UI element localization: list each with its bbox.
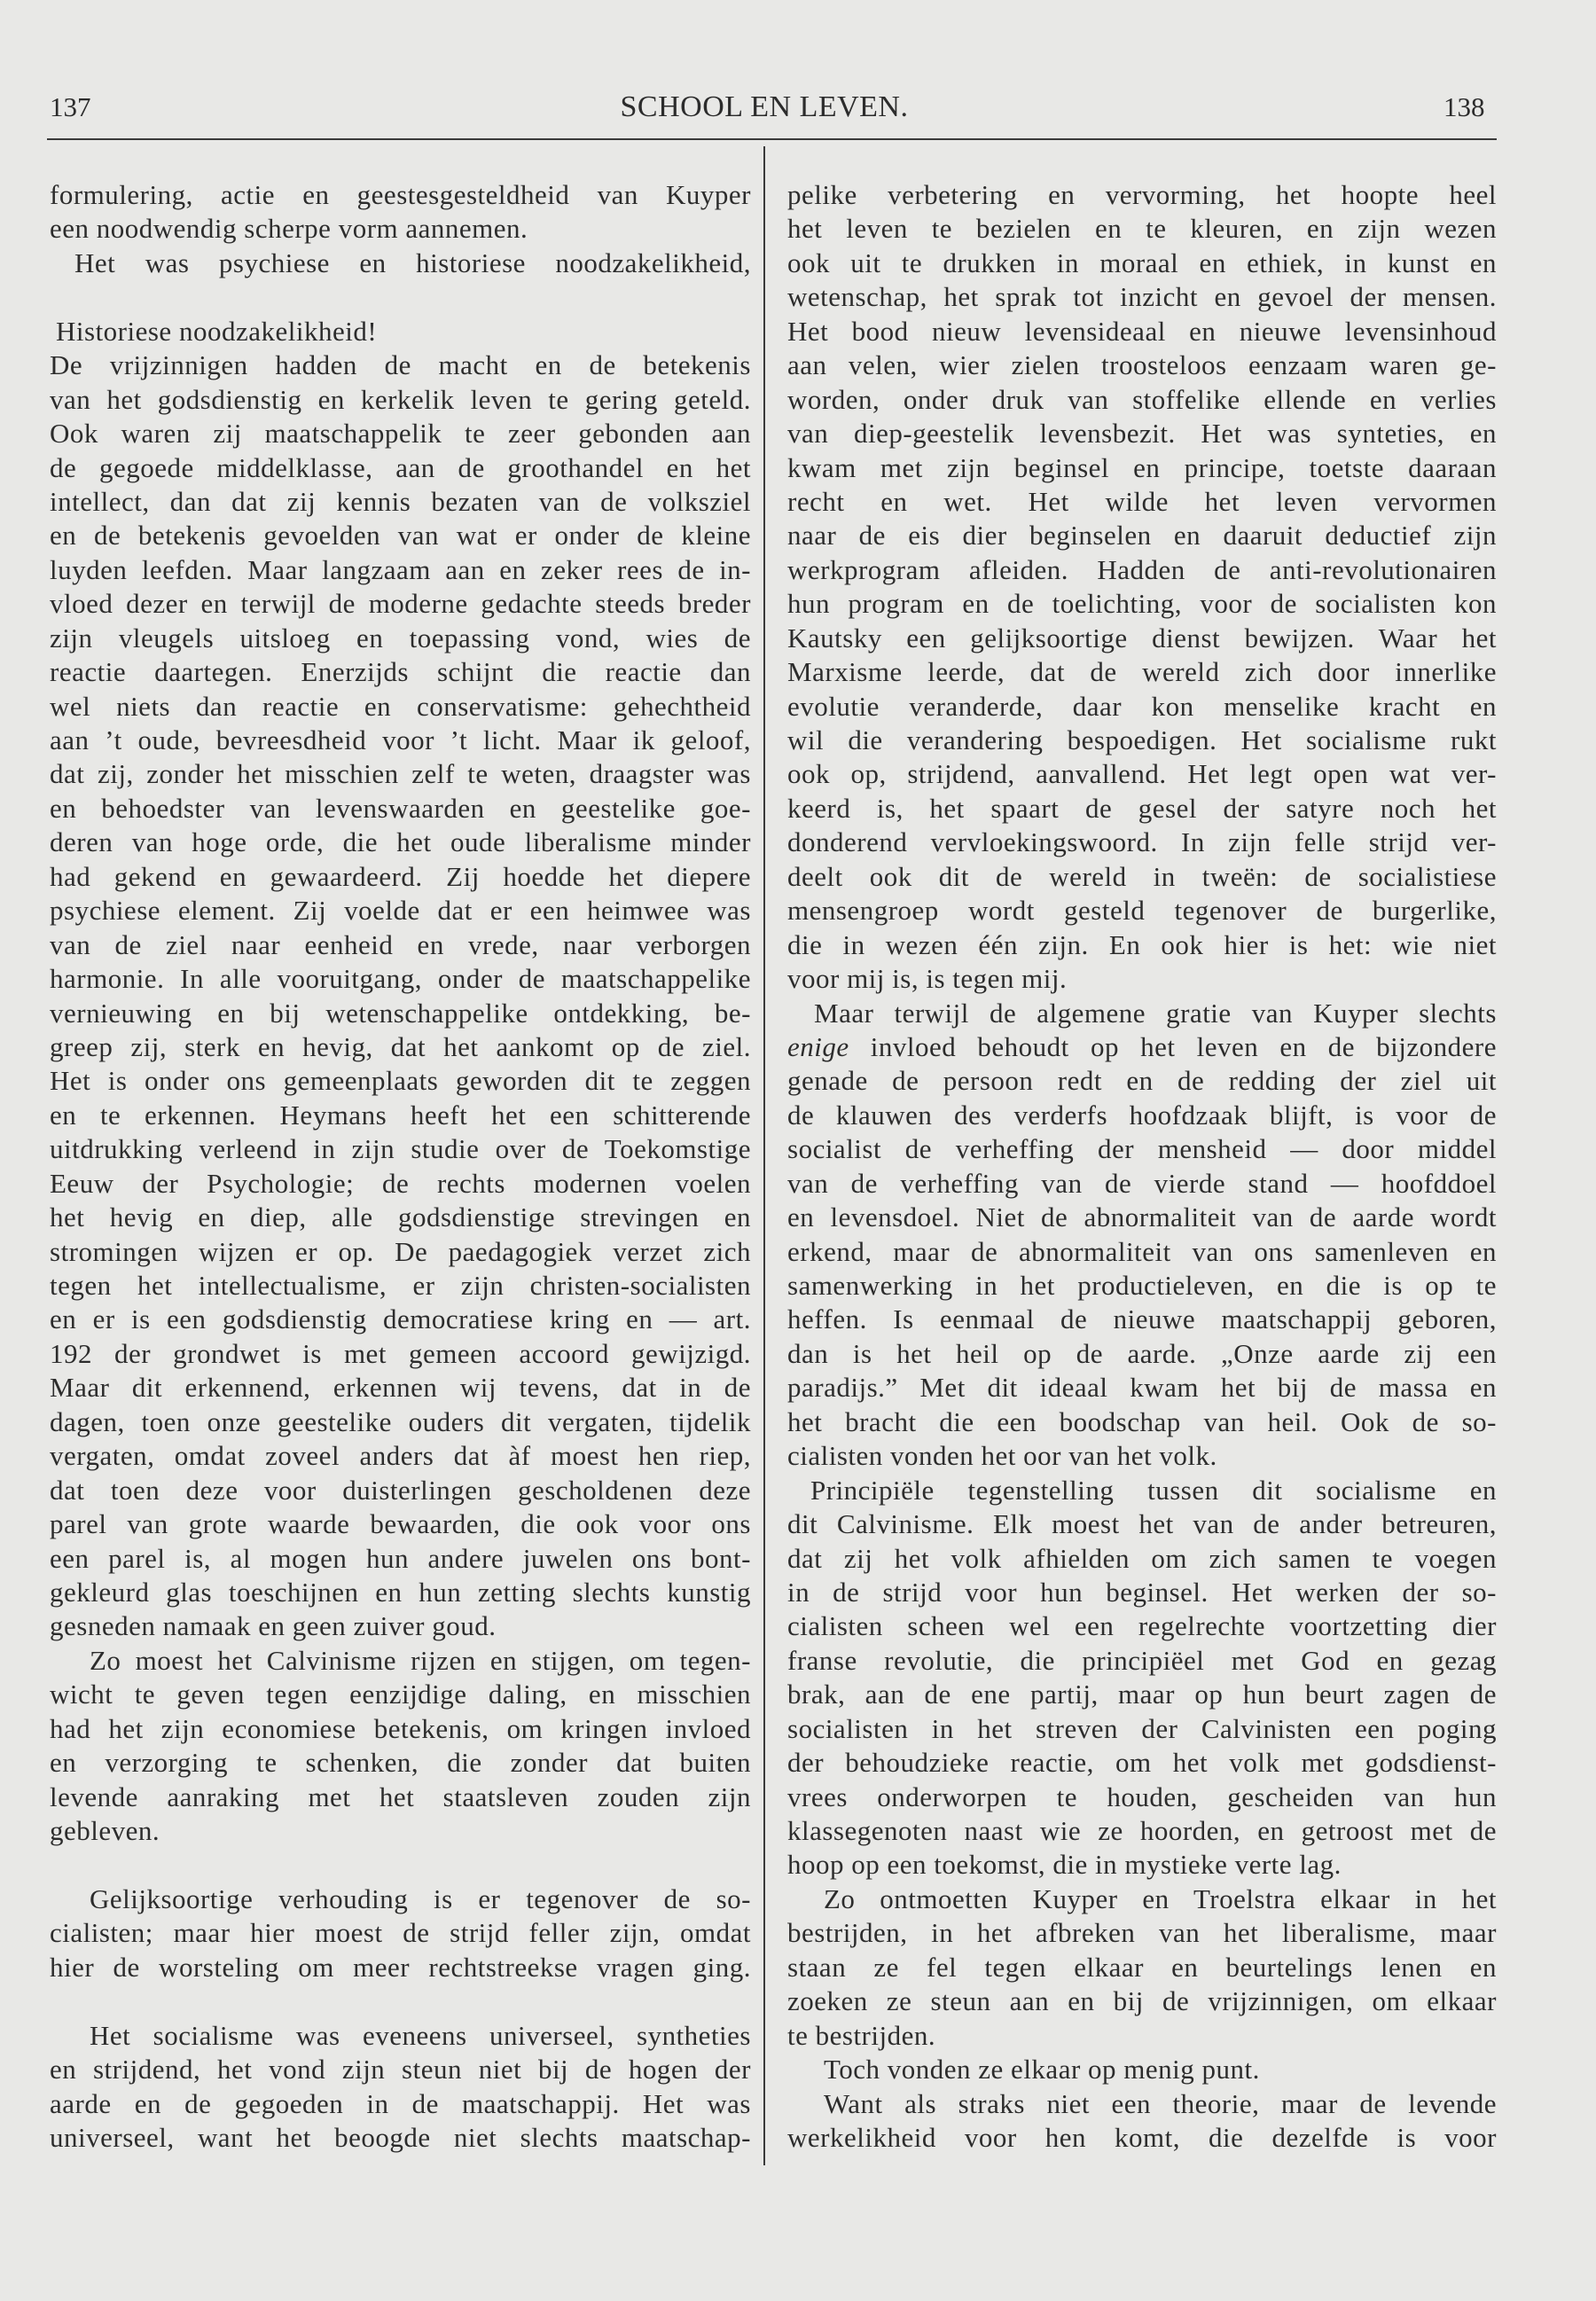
text-line: het leven te bezielen en te kleuren, en zijn wezen bbox=[787, 213, 1497, 245]
paragraph bbox=[787, 2053, 1497, 2086]
paragraph bbox=[50, 1644, 751, 1849]
text-line: gekleurd glas toeschijnen en hun zetting slechts kunstig bbox=[50, 1576, 751, 1608]
text-line: het hevig en diep, alle godsdienstige strevingen en bbox=[50, 1201, 751, 1233]
text-line: universeel, want het beoogde niet slechts maatschap- bbox=[50, 2121, 751, 2153]
text-line: Kautsky een gelijksoortige dienst bewijzen. Waar het bbox=[787, 622, 1497, 654]
text-line: reactie daartegen. Enerzijds schijnt die reactie dan bbox=[50, 656, 751, 688]
text-line: stromingen wijzen er op. De paedagogiek verzet zich bbox=[50, 1235, 751, 1267]
text-line: bestrijden, in het afbreken van het liberalisme, maar bbox=[787, 1917, 1497, 1949]
text-line: te bestrijden. bbox=[787, 2019, 936, 2051]
text-line: tegen het intellectualisme, er zijn christen-socialisten bbox=[50, 1270, 751, 1301]
text-line: Het bood nieuw levensideaal en nieuwe levensinhoud bbox=[787, 315, 1497, 347]
text-line: van de ziel naar eenheid en vrede, naar verborgen bbox=[50, 928, 751, 960]
text-line: gesneden namaak en geen zuiver goud. bbox=[50, 1610, 497, 1642]
column-divider bbox=[763, 146, 765, 2165]
paragraph bbox=[50, 2019, 751, 2156]
text-line: deren van hoge orde, die het oude liberalisme minder bbox=[50, 826, 751, 858]
paragraph bbox=[50, 1882, 751, 1984]
left-column bbox=[50, 178, 751, 2155]
text-line: hoop op een toekomst, die in mystieke verte lag. bbox=[787, 1849, 1342, 1881]
text-line: werkprogram afleiden. Hadden de anti-revolutionairen bbox=[787, 553, 1497, 585]
text-line: die in wezen één zijn. En ook hier is het: wie niet bbox=[787, 928, 1497, 960]
text-line: psychiese element. Zij voelde dat er een heimwee was bbox=[50, 895, 751, 927]
paragraph bbox=[787, 2087, 1497, 2156]
page-number-right: 138 bbox=[1443, 91, 1485, 122]
text-line: werkelikheid voor hen komt, die dezelfde is voor bbox=[787, 2121, 1497, 2153]
text-line: kwam met zijn beginsel en principe, toetste daaraan bbox=[787, 451, 1497, 483]
text-line: Gelijksoortige verhouding is er tegenover de so- bbox=[90, 1882, 751, 1914]
text-line: dat toen deze voor duisterlingen gescholdenen deze bbox=[50, 1474, 751, 1506]
header-rule bbox=[47, 138, 1497, 140]
text-line: klassegenoten naast wie ze hoorden, en getroost met de bbox=[787, 1815, 1497, 1846]
text-line: parel van grote waarde bewaarden, die ook voor ons bbox=[50, 1508, 751, 1540]
text-line: wetenschap, het sprak tot inzicht en gevoel der mensen. bbox=[787, 281, 1497, 313]
text-line: Ook waren zij maatschappelik te zeer gebonden aan bbox=[50, 418, 751, 450]
text-line: in de strijd voor hun beginsel. Het werken der so- bbox=[787, 1576, 1497, 1608]
text-line: deelt ook dit de wereld in tweën: de socialistiese bbox=[787, 860, 1497, 892]
text-line: genade de persoon redt en de redding der ziel uit bbox=[787, 1065, 1497, 1097]
text-line: ook uit te drukken in moraal en ethiek, in kunst en bbox=[787, 247, 1497, 278]
text-line: cialisten; maar hier moest de strijd feller zijn, omdat bbox=[50, 1917, 751, 1949]
text-line: had het zijn economiese betekenis, om kringen invloed bbox=[50, 1712, 751, 1744]
text-line: aan velen, wier zielen troosteloos eenzaam waren ge- bbox=[787, 349, 1497, 381]
text-line: cialisten vonden het oor van het volk. bbox=[787, 1440, 1217, 1472]
page-number-left: 137 bbox=[50, 91, 91, 122]
text-line: wil die verandering bespoedigen. Het socialisme rukt bbox=[787, 724, 1497, 755]
running-title: SCHOOL EN LEVEN. bbox=[620, 90, 909, 123]
text-line: voor mij is, is tegen mij. bbox=[787, 963, 1068, 995]
text-line: zoeken ze steun aan en bij de vrijzinnigen, om elkaar bbox=[787, 1985, 1497, 2017]
text-line: en behoedster van levenswaarden en geestelike goe- bbox=[50, 792, 751, 824]
text-line: van het godsdienstig en kerkelik leven te gering geteld. bbox=[50, 383, 751, 415]
text-line: cialisten scheen wel een regelrechte voortzetting dier bbox=[787, 1610, 1497, 1642]
text-line: vergaten, omdat zoveel anders dat àf moest hen riep, bbox=[50, 1440, 751, 1472]
text-line: wel niets dan reactie en conservatisme: gehechtheid bbox=[50, 690, 751, 722]
text-line: aan ’t oude, bevreesdheid voor ’t licht. Maar ik geloof, bbox=[50, 724, 751, 755]
text-line: 192 der grondwet is met gemeen accoord gewijzigd. bbox=[50, 1337, 751, 1369]
text-line: en te erkennen. Heymans heeft het een schitterende bbox=[50, 1099, 751, 1131]
text-line: heffen. Is eenmaal de nieuwe maatschappij geboren, bbox=[787, 1303, 1497, 1335]
text-line: mensengroep wordt gesteld tegenover de burgerlike, bbox=[787, 895, 1497, 927]
text-line: harmonie. In alle vooruitgang, onder de maatschappelike bbox=[50, 963, 751, 995]
right-column bbox=[787, 178, 1497, 2155]
text-line: en strijdend, het vond zijn steun niet bij de hogen der bbox=[50, 2054, 751, 2086]
text-line: en levensdoel. Niet de abnormaliteit van de aarde wordt bbox=[787, 1201, 1497, 1233]
text-line: en er is een godsdienstig democratiese kring en — art. bbox=[50, 1303, 751, 1335]
text-line: aarde en de gegoeden in de maatschappij. Het was bbox=[50, 2087, 751, 2119]
text-line: Zo ontmoetten Kuyper en Troelstra elkaar in het bbox=[824, 1882, 1497, 1914]
text-line: de gegoede middelklasse, aan de groothandel en het bbox=[50, 451, 751, 483]
text-line: een noodwendig scherpe vorm aannemen. bbox=[50, 213, 528, 245]
text-line: samenwerking in het productieleven, en die is op te bbox=[787, 1270, 1497, 1301]
paragraph bbox=[50, 348, 751, 1644]
paragraph bbox=[787, 178, 1497, 997]
text-line: intellect, dan dat zij kennis bezaten van de volksziel bbox=[50, 485, 751, 517]
text-line: Het is onder ons gemeenplaats geworden dit te zeggen bbox=[50, 1065, 751, 1097]
text-line: ook op, strijdend, aanvallend. Het legt open wat ver- bbox=[787, 758, 1497, 790]
text-line: formulering, actie en geestesgesteldheid van Kuyper bbox=[50, 179, 751, 210]
text-line: keerd is, het spaart de gesel der satyre noch het bbox=[787, 792, 1497, 824]
text-line: zijn vleugels uitsloeg en toepassing vond, wies de bbox=[50, 622, 751, 654]
text-line: dat zij het volk afhielden om zich samen te voegen bbox=[787, 1542, 1497, 1574]
text-line: paradijs.” Met dit ideaal kwam het bij de massa en bbox=[787, 1372, 1497, 1404]
text-line: een parel is, al mogen hun andere juwelen ons bont- bbox=[50, 1542, 751, 1574]
text-line: hun program en de toelichting, voor de socialisten kon bbox=[787, 588, 1497, 620]
paragraph bbox=[50, 247, 751, 280]
text-line: hier de worsteling om meer rechtstreekse vragen ging. bbox=[50, 1951, 751, 1983]
text-line: van de verheffing van de vierde stand — hoofddoel bbox=[787, 1167, 1497, 1199]
text-line: Eeuw der Psychologie; de rechts modernen voelen bbox=[50, 1167, 751, 1199]
text-line: pelike verbetering en vervorming, het hoopte heel bbox=[787, 179, 1497, 210]
text-line: Want als straks niet een theorie, maar de levende bbox=[824, 2087, 1497, 2119]
paragraph bbox=[50, 315, 751, 348]
text-line: naar de eis dier beginselen en daaruit deductief zijn bbox=[787, 520, 1497, 552]
text-line: brak, aan de ene partij, maar op hun beurt zagen de bbox=[787, 1679, 1497, 1710]
text-line: Marxisme leerde, dat de wereld zich door innerlike bbox=[787, 656, 1497, 688]
text-line: uitdrukking verleend in zijn studie over de Toekomstige bbox=[50, 1133, 751, 1165]
text-line: van diep-geestelik levensbezit. Het was synteties, en bbox=[787, 418, 1497, 450]
paragraph bbox=[787, 1882, 1497, 2053]
text-line: socialist de verheffing der mensheid — door middel bbox=[787, 1133, 1497, 1165]
text-line: dagen, toen onze geestelike ouders dit vergaten, tijdelik bbox=[50, 1405, 751, 1437]
paragraph bbox=[787, 997, 1497, 1474]
text-line: en verzorging te schenken, die zonder dat buiten bbox=[50, 1747, 751, 1779]
text-line: Historiese noodzakelikheid! bbox=[56, 315, 378, 347]
text-line: der behoudzieke reactie, om het volk met godsdienst- bbox=[787, 1747, 1497, 1779]
text-line: dan is het heil op de aarde. „Onze aarde zij een bbox=[787, 1337, 1497, 1369]
text-line: erkend, maar de abnormaliteit van ons samenleven en bbox=[787, 1235, 1497, 1267]
text-line: levende aanraking met het staatsleven zouden zijn bbox=[50, 1781, 751, 1812]
text-line: Maar dit erkennend, erkennen wij tevens, dat in de bbox=[50, 1372, 751, 1404]
paragraph bbox=[787, 1474, 1497, 1882]
text-line: vloed dezer en terwijl de moderne gedachte steeds breder bbox=[50, 588, 751, 620]
text-line: Maar terwijl de algemene gratie van Kuyper slechts bbox=[814, 997, 1497, 1029]
text-line: socialisten in het streven der Calvinisten een poging bbox=[787, 1712, 1497, 1744]
text-line: Toch vonden ze elkaar op menig punt. bbox=[824, 2054, 1260, 2086]
emphasized-word: enige bbox=[787, 1030, 849, 1062]
text-line: de klauwen des verderfs hoofdzaak blijft, is voor de bbox=[787, 1099, 1497, 1131]
text-line: luyden leefden. Maar langzaam aan en zeker rees de in- bbox=[50, 553, 751, 585]
text-line: Het socialisme was eveneens universeel, syntheties bbox=[90, 2019, 751, 2051]
text-line bbox=[787, 1030, 1497, 1064]
text-segment: invloed behoudt op het leven en de bijzondere bbox=[870, 1030, 1497, 1062]
text-line: wicht te geven tegen eenzijdige daling, en misschien bbox=[50, 1679, 751, 1710]
text-line: De vrijzinnigen hadden de macht en de betekenis bbox=[50, 349, 751, 381]
text-line: recht en wet. Het wilde het leven vervormen bbox=[787, 485, 1497, 517]
text-line: franse revolutie, die principiëel met God en gezag bbox=[787, 1644, 1497, 1676]
text-line: Zo moest het Calvinisme rijzen en stijgen, om tegen- bbox=[90, 1644, 751, 1676]
text-line: staan ze fel tegen elkaar en beurtelings lenen en bbox=[787, 1951, 1497, 1983]
text-line: had gekend en gewaardeerd. Zij hoedde het diepere bbox=[50, 860, 751, 892]
text-line: worden, onder druk van stoffelike ellende en verlies bbox=[787, 383, 1497, 415]
text-line: gebleven. bbox=[50, 1815, 160, 1846]
text-line: donderend vervloekingswoord. In zijn felle strijd ver- bbox=[787, 826, 1497, 858]
text-line: evolutie veranderde, daar kon menselike kracht en bbox=[787, 690, 1497, 722]
text-line: vrees onderworpen te houden, gescheiden van hun bbox=[787, 1781, 1497, 1812]
text-line: het bracht die een boodschap van heil. Ook de so- bbox=[787, 1405, 1497, 1437]
text-line: Principiële tegenstelling tussen dit socialisme en bbox=[810, 1474, 1497, 1506]
text-line: greep zij, sterk en hevig, dat het aankomt op de ziel. bbox=[50, 1030, 751, 1062]
text-line: dit Calvinisme. Elk moest het van de ander betreuren, bbox=[787, 1508, 1497, 1540]
text-line: dat zij, zonder het misschien zelf te weten, draagster was bbox=[50, 758, 751, 790]
text-line: vernieuwing en bij wetenschappelike ontdekking, be- bbox=[50, 997, 751, 1029]
text-line: Het was psychiese en historiese noodzakelikheid, bbox=[74, 247, 751, 278]
text-line: en de betekenis gevoelden van wat er onder de kleine bbox=[50, 520, 751, 552]
paragraph bbox=[50, 178, 751, 247]
